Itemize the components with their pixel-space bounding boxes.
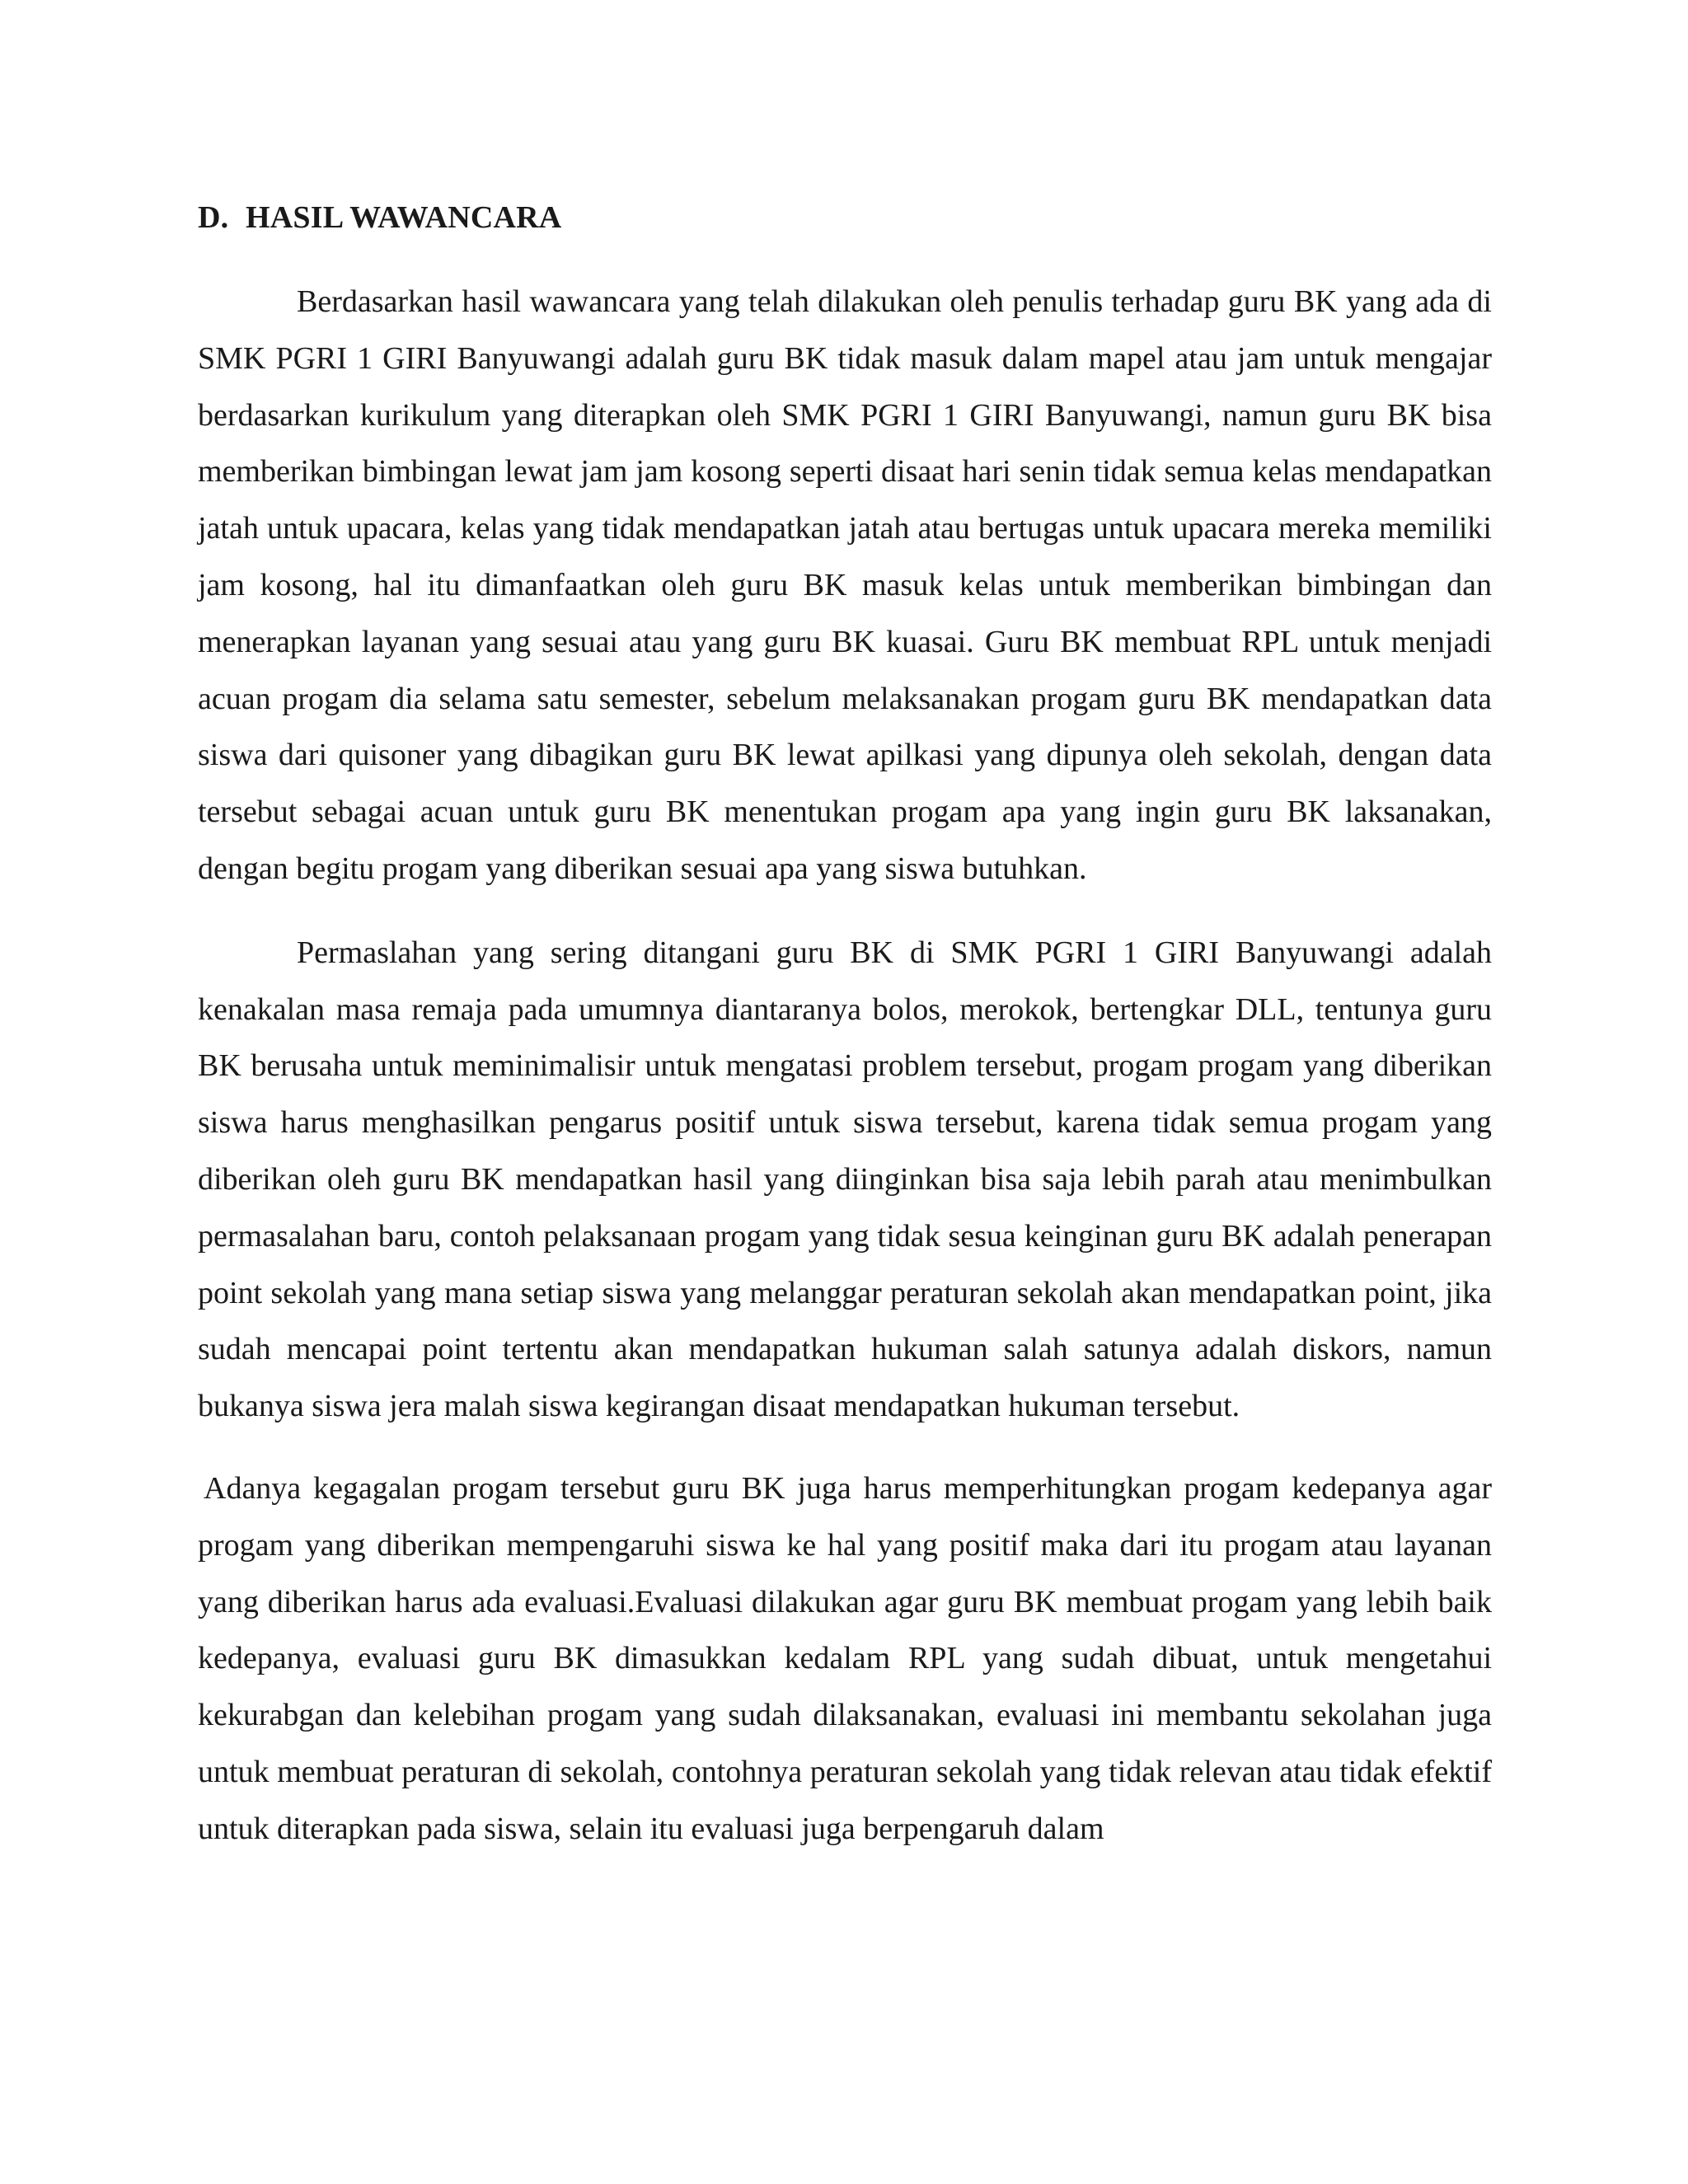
section-number: D. <box>198 200 229 235</box>
paragraph-1: Berdasarkan hasil wawancara yang telah dilakukan oleh penulis terhadap guru BK yang ada di SMK PGRI 1 GIRI Banyuwangi adalah guru BK tidak masuk dalam mapel atau jam untuk mengajar berdasarkan kurikulum yang diterapkan oleh SMK PGRI 1 GIRI Banyuwangi, namun guru BK bisa memberikan bimbingan lewat jam jam kosong seperti disaat hari senin tidak semua kelas mendapatkan jatah untuk upacara, kelas yang tidak mendapatkan jatah atau bertugas untuk upacara mereka memiliki jam kosong, hal itu dimanfaatkan oleh guru BK masuk kelas untuk memberikan bimbingan dan menerapkan layanan yang sesuai atau yang guru BK kuasai. Guru BK membuat RPL untuk menjadi acuan progam dia selama satu semester, sebelum melaksanakan progam guru BK mendapatkan data siswa dari quisoner yang dibagikan guru BK lewat apilkasi yang dipunya oleh sekolah, dengan data tersebut sebagai acuan untuk guru BK menentukan progam apa yang ingin guru BK laksanakan, dengan begitu progam yang diberikan sesuai apa yang siswa butuhkan. <box>198 284 1492 886</box>
page-content <box>198 193 1492 1858</box>
section-heading <box>198 193 1492 242</box>
paragraph-3: Adanya kegagalan progam tersebut guru BK juga harus memperhitungkan progam kedepanya agar progam yang diberikan mempengaruhi siswa ke hal yang positif maka dari itu progam atau layanan yang diberikan harus ada evaluasi.Evaluasi dilakukan agar guru BK membuat progam yang lebih baik kedepanya, evaluasi guru BK dimasukkan kedalam RPL yang sudah dibuat, untuk mengetahui kekurabgan dan kelebihan progam yang sudah dilaksanakan, evaluasi ini membantu sekolahan juga untuk membuat peraturan di sekolah, contohnya peraturan sekolah yang tidak relevan atau tidak efektif untuk diterapkan pada siswa, selain itu evaluasi juga berpengaruh dalam <box>198 1470 1492 1846</box>
paragraph-2: Permaslahan yang sering ditangani guru BK di SMK PGRI 1 GIRI Banyuwangi adalah kenakalan masa remaja pada umumnya diantaranya bolos, merokok, bertengkar DLL, tentunya guru BK berusaha untuk meminimalisir untuk mengatasi problem tersebut, progam progam yang diberikan siswa harus menghasilkan pengarus positif untuk siswa tersebut, karena tidak semua progam yang diberikan oleh guru BK mendapatkan hasil yang diinginkan bisa saja lebih parah atau menimbulkan permasalahan baru, contoh pelaksanaan progam yang tidak sesua keinginan guru BK adalah penerapan point sekolah yang mana setiap siswa yang melanggar peraturan sekolah akan mendapatkan point, jika sudah mencapai point tertentu akan mendapatkan hukuman salah satunya adalah diskors, namun bukanya siswa jera malah siswa kegirangan disaat mendapatkan hukuman tersebut. <box>198 935 1492 1424</box>
section-title: HASIL WAWANCARA <box>246 200 562 235</box>
